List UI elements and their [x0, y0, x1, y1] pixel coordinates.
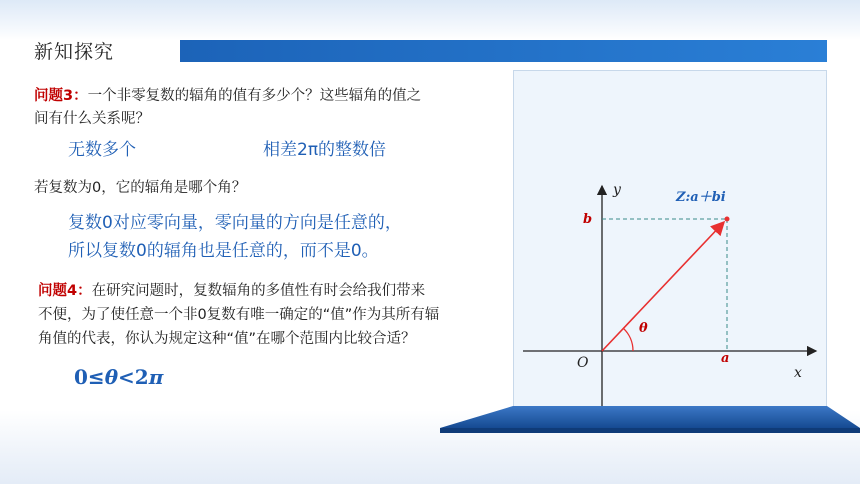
b-label: b: [583, 212, 593, 227]
range-formula: [74, 365, 163, 389]
panel-stand: [440, 406, 860, 434]
point-label: Z:a＋bi: [676, 190, 726, 205]
q3-answer2: 相差2π的整数倍: [263, 140, 387, 160]
formula-right: <2: [118, 365, 149, 389]
page-title: 新知探究: [34, 41, 115, 63]
q3-colon: ：: [73, 88, 88, 104]
theta-label: θ: [639, 321, 648, 336]
top-background: [0, 0, 860, 40]
q3-label: 问题3: [34, 88, 74, 104]
q4-colon: ：: [77, 283, 92, 299]
q4-line1: [38, 279, 425, 303]
origin-label: O: [577, 355, 589, 371]
q4-label: 问题4: [38, 283, 78, 299]
formula-pi: π: [148, 365, 164, 389]
zero-answer-line1: 复数0对应零向量，零向量的方向是任意的，: [68, 213, 402, 233]
q4-text-line2: 不便，为了使任意一个非0复数有唯一确定的“值”作为其所有辐: [38, 307, 440, 323]
q3-line1: [34, 84, 421, 108]
formula-left: 0≤: [74, 365, 105, 389]
x-axis-label: x: [794, 365, 802, 381]
theta-arc: [623, 328, 633, 351]
z-point: [725, 217, 730, 222]
zero-answer-line2: 所以复数0的辐角也是任意的，而不是0。: [68, 241, 379, 261]
complex-plane-graph: [513, 70, 825, 407]
z-vector: [602, 222, 724, 351]
formula-theta: θ: [104, 365, 119, 389]
q3-answer1: 无数多个: [68, 140, 136, 160]
q3-text-line1: 一个非零复数的辐角的值有多少个？这些辐角的值之: [87, 88, 422, 104]
q4-text-line1: 在研究问题时，复数辐角的多值性有时会给我们带来: [91, 283, 426, 299]
a-label: a: [721, 351, 730, 366]
q4-text-line3: 角值的代表，你认为规定这种“值”在哪个范围内比较合适？: [38, 331, 416, 347]
y-axis-label: y: [613, 182, 621, 198]
title-decoration-bar: [180, 40, 827, 62]
zero-question: 若复数为0，它的辐角是哪个角？: [34, 180, 247, 196]
q3-text-line2: 间有什么关系呢？: [34, 111, 150, 127]
